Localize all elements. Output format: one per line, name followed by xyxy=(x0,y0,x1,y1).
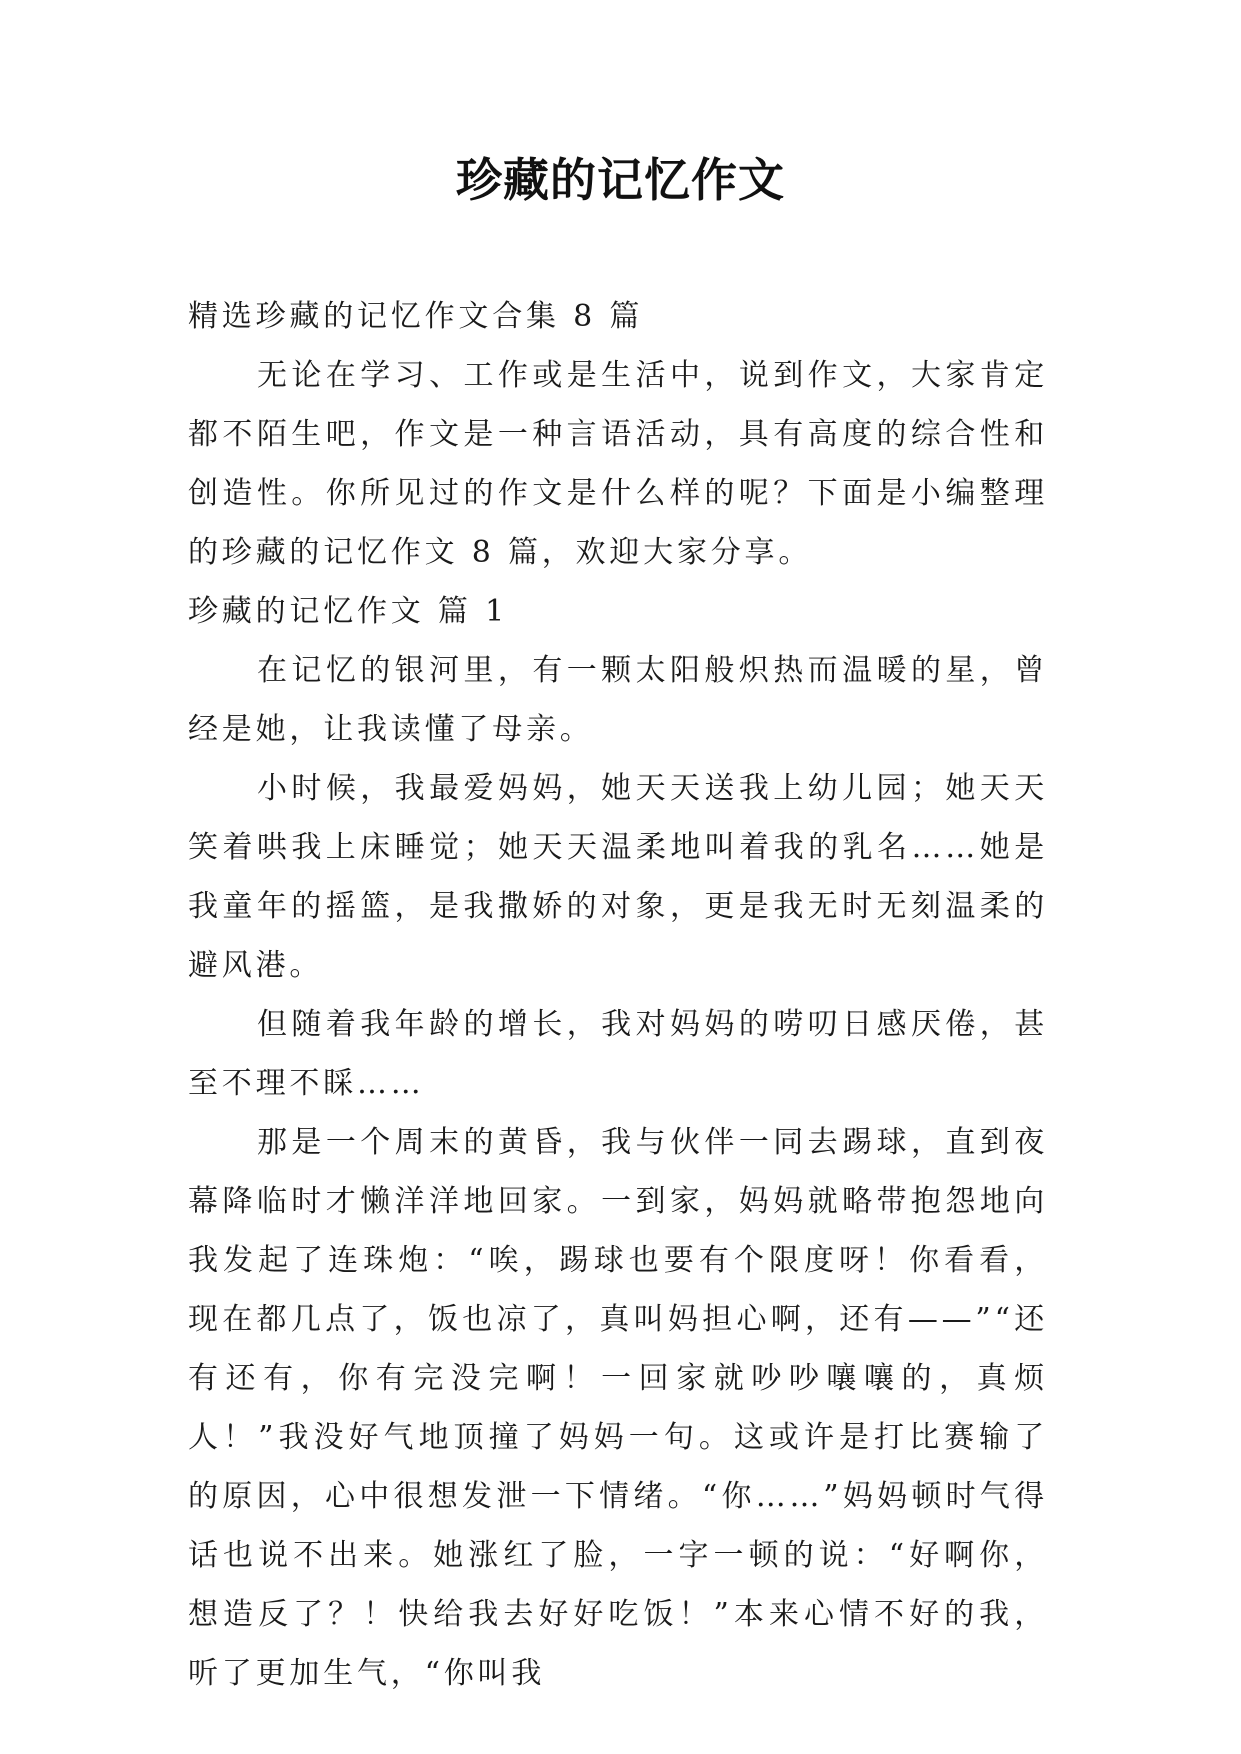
essay-paragraph: 小时候，我最爱妈妈，她天天送我上幼儿园；她天天笑着哄我上床睡觉；她天天温柔地叫着我的乳名……她是我童年的摇篮，是我撒娇的对象，更是我无时无刻温柔的避风港。 xyxy=(188,771,1048,983)
document-title: 珍藏的记忆作文 xyxy=(456,153,785,207)
document-body xyxy=(188,287,1048,1703)
collection-heading: 精选珍藏的记忆作文合集 8 篇 xyxy=(188,299,644,334)
essay-paragraph: 在记忆的银河里，有一颗太阳般炽热而温暖的星，曾经是她，让我读懂了母亲。 xyxy=(188,653,1048,747)
intro-paragraph: 无论在学习、工作或是生活中，说到作文，大家肯定都不陌生吧，作文是一种言语活动，具有高度的综合性和创造性。你所见过的作文是什么样的呢？下面是小编整理的珍藏的记忆作文 8 篇，欢迎大家分享。 xyxy=(188,358,1048,570)
essay-paragraph: 但随着我年龄的增长，我对妈妈的唠叨日感厌倦，甚至不理不睬…… xyxy=(188,1007,1048,1101)
essay-1-heading: 珍藏的记忆作文 篇 1 xyxy=(188,594,508,629)
essay-paragraph: 那是一个周末的黄昏，我与伙伴一同去踢球，直到夜幕降临时才懒洋洋地回家。一到家，妈妈就略带抱怨地向我发起了连珠炮：“唉，踢球也要有个限度呀！你看看，现在都几点了，饭也凉了，真叫妈担心啊，还有——”“还有还有，你有完没完啊！一回家就吵吵嚷嚷的，真烦人！”我没好气地顶撞了妈妈一句。这或许是打比赛输了的原因，心中很想发泄一下情绪。“你……”妈妈顿时气得话也说不出来。她涨红了脸，一字一顿的说：“好啊你，想造反了？！快给我去好好吃饭！”本来心情不好的我，听了更加生气，“你叫我 xyxy=(188,1125,1048,1691)
